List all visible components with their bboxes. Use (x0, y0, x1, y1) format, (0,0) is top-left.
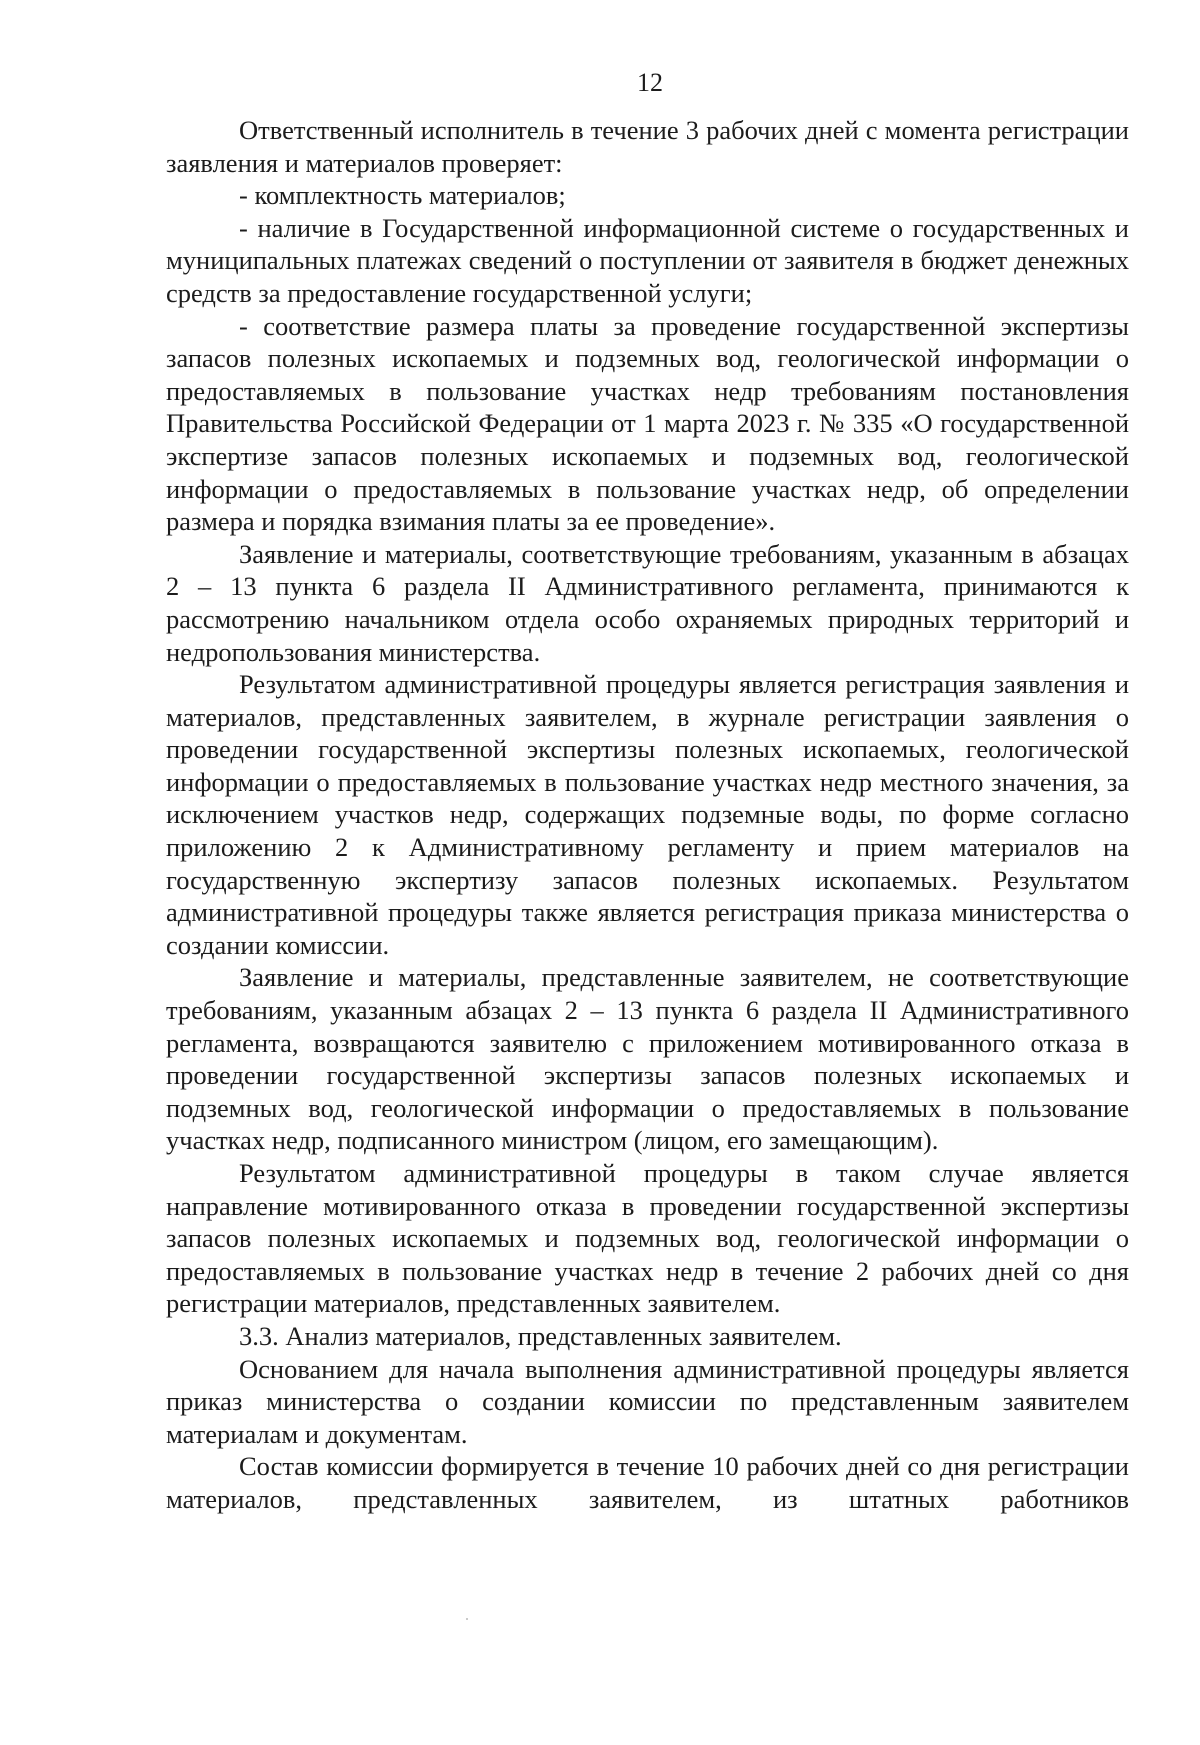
list-item-completeness: - комплектность материалов; (239, 180, 566, 211)
page-number: 12 (637, 68, 663, 97)
list-item-fee-compliance: - соответствие размера платы за проведение государственной экспертизы запасов полезных ископаемых и подземных вод, геологической информации о предоставляемых в пользование участках недр требованиям постановления Правительства Российской Федерации от 1 марта 2023 г. № 335 «О государственной экспертизе запасов полезных ископаемых и подземных вод, геологической информации о предоставляемых в пользование участках недр, об определении размера и порядка взимания платы за ее проведение». (166, 310, 1129, 537)
paragraph-result-refusal: Результатом административной процедуры в таком случае является направление мотивированного отказа в проведении государственной экспертизы запасов полезных ископаемых и подземных вод, геологической информации о предоставляемых в пользование участках недр в течение 2 рабочих дней со дня регистрации материалов, представленных заявителем. (166, 1158, 1129, 1319)
paragraph-commission: Состав комиссии формируется в течение 10 рабочих дней со дня регистрации материалов, представленных заявителем, из штатных работников (166, 1451, 1129, 1514)
scan-speck (466, 1618, 468, 1620)
paragraph-result-registration: Результатом административной процедуры является регистрация заявления и материалов, представленных заявителем, в журнале регистрации заявления о проведении государственной экспертизы полезных ископаемых, геологической информации о предоставляемых в пользование участках недр местного значения, за исключением участков недр, содержащих подземные воды, по форме согласно приложению 2 к Административному регламенту и прием материалов на государственную экспертизу запасов полезных ископаемых. Результатом административной процедуры также является регистрация приказа министерства о создании комиссии. (166, 669, 1129, 960)
document-body (166, 114, 1129, 1516)
list-item-payment-info: - наличие в Государственной информационной системе о государственных и муниципальных платежах сведений о поступлении от заявителя в бюджет денежных средств за предоставление государственной услуги; (166, 212, 1129, 308)
paragraph-acceptance: Заявление и материалы, соответствующие требованиям, указанным в абзацах 2 – 13 пункта 6 раздела II Административного регламента, принимаются к рассмотрению начальником отдела особо охраняемых природных территорий и недропользования министерства. (166, 538, 1129, 667)
section-heading-3-3: 3.3. Анализ материалов, представленных заявителем. (239, 1320, 842, 1351)
paragraph-basis: Основанием для начала выполнения административной процедуры является приказ министерства о создании комиссии по представленным заявителем материалам и документам. (166, 1353, 1129, 1449)
paragraph-1: Ответственный исполнитель в течение 3 рабочих дней с момента регистрации заявления и материалов проверяет: (166, 115, 1129, 178)
paragraph-return-materials: Заявление и материалы, представленные заявителем, не соответствующие требованиям, указанным абзацах 2 – 13 пункта 6 раздела II Административного регламента, возвращаются заявителю с приложением мотивированного отказа в проведении государственной экспертизы запасов полезных ископаемых и подземных вод, геологической информации о предоставляемых в пользование участках недр, подписанного министром (лицом, его замещающим). (166, 962, 1129, 1156)
